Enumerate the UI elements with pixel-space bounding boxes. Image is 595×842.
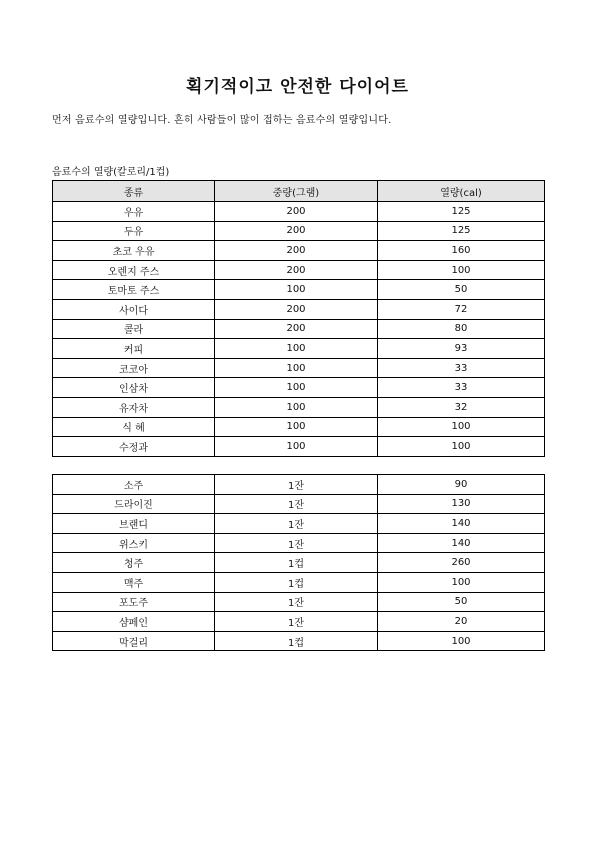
cell-calories: 140 xyxy=(378,514,545,534)
cell-amount: 1컵 xyxy=(215,553,378,573)
cell-calories: 100 xyxy=(378,437,545,457)
cell-amount: 200 xyxy=(215,319,378,339)
table-row xyxy=(53,299,545,319)
cell-type: 맥주 xyxy=(53,572,215,592)
cell-type: 오렌지 주스 xyxy=(53,260,215,280)
cell-calories: 50 xyxy=(378,280,545,300)
alcohol-calorie-table xyxy=(52,474,545,651)
cell-type: 우유 xyxy=(53,202,215,222)
cell-amount: 1잔 xyxy=(215,612,378,632)
table-row xyxy=(53,378,545,398)
cell-type: 드라이진 xyxy=(53,494,215,514)
cell-calories: 80 xyxy=(378,319,545,339)
cell-calories: 20 xyxy=(378,612,545,632)
cell-calories: 72 xyxy=(378,299,545,319)
cell-amount: 100 xyxy=(215,437,378,457)
table-row xyxy=(53,533,545,553)
table-row xyxy=(53,612,545,632)
table-row xyxy=(53,280,545,300)
cell-amount: 200 xyxy=(215,241,378,261)
page-title: 획기적이고 안전한 다이어트 xyxy=(186,77,409,97)
table-row xyxy=(53,241,545,261)
cell-calories: 33 xyxy=(378,378,545,398)
table-row xyxy=(53,631,545,651)
table-row xyxy=(53,319,545,339)
header-calories: 열량(cal) xyxy=(378,181,545,202)
table-row xyxy=(53,417,545,437)
cell-calories: 93 xyxy=(378,339,545,359)
cell-type: 식 혜 xyxy=(53,417,215,437)
cell-amount: 100 xyxy=(215,358,378,378)
table-row xyxy=(53,221,545,241)
cell-amount: 1컵 xyxy=(215,631,378,651)
cell-amount: 1잔 xyxy=(215,533,378,553)
cell-type: 수정과 xyxy=(53,437,215,457)
cell-calories: 130 xyxy=(378,494,545,514)
cell-calories: 100 xyxy=(378,572,545,592)
cell-amount: 100 xyxy=(215,339,378,359)
cell-type: 청주 xyxy=(53,553,215,573)
cell-amount: 1잔 xyxy=(215,494,378,514)
table-row xyxy=(53,514,545,534)
cell-type: 두유 xyxy=(53,221,215,241)
cell-calories: 260 xyxy=(378,553,545,573)
table-row xyxy=(53,572,545,592)
cell-type: 토마토 주스 xyxy=(53,280,215,300)
table-row xyxy=(53,397,545,417)
cell-amount: 200 xyxy=(215,260,378,280)
cell-type: 사이다 xyxy=(53,299,215,319)
cell-type: 막걸리 xyxy=(53,631,215,651)
cell-type: 초코 우유 xyxy=(53,241,215,261)
cell-calories: 140 xyxy=(378,533,545,553)
cell-calories: 100 xyxy=(378,417,545,437)
cell-type: 브랜디 xyxy=(53,514,215,534)
cell-type: 커피 xyxy=(53,339,215,359)
cell-amount: 1잔 xyxy=(215,475,378,495)
cell-type: 콜라 xyxy=(53,319,215,339)
intro-text: 먼저 음료수의 열량입니다. 흔히 사람들이 많이 접하는 음료수의 열량입니다. xyxy=(52,115,392,126)
cell-calories: 90 xyxy=(378,475,545,495)
cell-calories: 100 xyxy=(378,260,545,280)
table-row xyxy=(53,260,545,280)
table-caption: 음료수의 열량(칼로리/1컵) xyxy=(52,167,170,178)
cell-amount: 100 xyxy=(215,417,378,437)
table-row xyxy=(53,339,545,359)
table-row xyxy=(53,475,545,495)
cell-type: 유자차 xyxy=(53,397,215,417)
cell-amount: 100 xyxy=(215,397,378,417)
cell-calories: 125 xyxy=(378,202,545,222)
table-row xyxy=(53,553,545,573)
table-row xyxy=(53,592,545,612)
cell-calories: 125 xyxy=(378,221,545,241)
cell-calories: 160 xyxy=(378,241,545,261)
header-type: 종류 xyxy=(53,181,215,202)
cell-type: 포도주 xyxy=(53,592,215,612)
cell-calories: 50 xyxy=(378,592,545,612)
cell-amount: 200 xyxy=(215,221,378,241)
cell-type: 인삼차 xyxy=(53,378,215,398)
table-row xyxy=(53,494,545,514)
cell-amount: 200 xyxy=(215,299,378,319)
table-row xyxy=(53,437,545,457)
cell-type: 위스키 xyxy=(53,533,215,553)
cell-type: 코코아 xyxy=(53,358,215,378)
beverage-calorie-table xyxy=(52,180,545,457)
cell-calories: 32 xyxy=(378,397,545,417)
cell-calories: 33 xyxy=(378,358,545,378)
cell-amount: 200 xyxy=(215,202,378,222)
cell-amount: 1잔 xyxy=(215,514,378,534)
table-row xyxy=(53,202,545,222)
cell-amount: 1컵 xyxy=(215,572,378,592)
cell-amount: 100 xyxy=(215,378,378,398)
cell-amount: 100 xyxy=(215,280,378,300)
header-weight: 중량(그램) xyxy=(215,181,378,202)
cell-calories: 100 xyxy=(378,631,545,651)
table-header-row xyxy=(53,181,545,202)
cell-type: 샴페인 xyxy=(53,612,215,632)
cell-type: 소주 xyxy=(53,475,215,495)
cell-amount: 1잔 xyxy=(215,592,378,612)
table-row xyxy=(53,358,545,378)
